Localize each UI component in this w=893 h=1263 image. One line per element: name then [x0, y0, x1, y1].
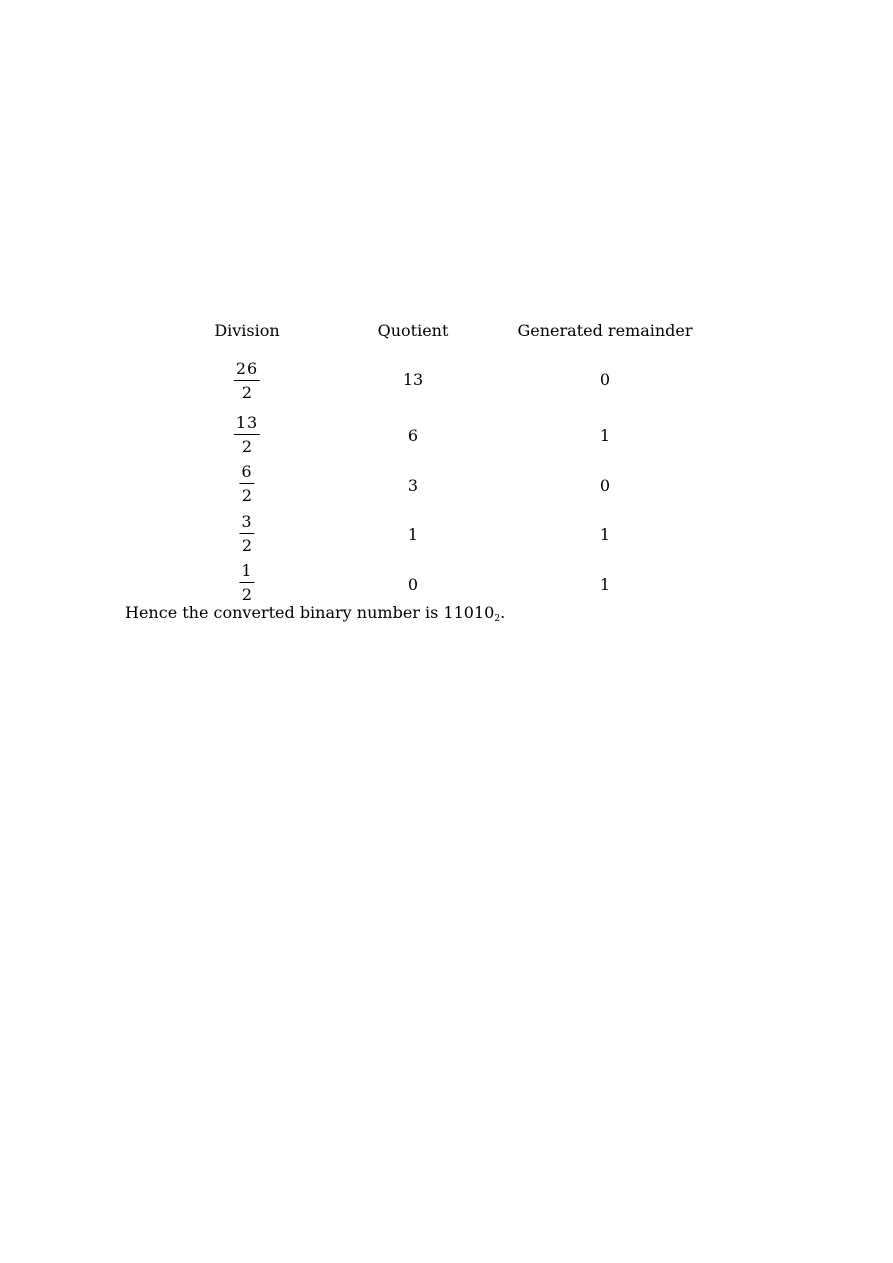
conclusion-sentence [125, 603, 505, 629]
fraction-denominator: 2 [241, 486, 253, 505]
fraction-numerator: 1 [239, 562, 254, 583]
conclusion-period: . [500, 603, 506, 622]
header-quotient: Quotient [377, 321, 449, 340]
header-remainder: Generated remainder [517, 321, 693, 340]
division-fraction [239, 562, 254, 604]
remainder-cell: 1 [599, 426, 611, 445]
fraction-numerator: 6 [239, 463, 254, 484]
fraction-denominator: 2 [241, 536, 253, 555]
division-fraction [239, 513, 254, 555]
fraction-denominator: 2 [241, 383, 253, 402]
division-fraction [234, 414, 260, 456]
quotient-cell: 13 [402, 370, 424, 389]
quotient-cell: 1 [407, 525, 419, 544]
quotient-cell: 0 [407, 575, 419, 594]
quotient-cell: 3 [407, 476, 419, 495]
division-fraction [239, 463, 254, 505]
quotient-cell: 6 [407, 426, 419, 445]
remainder-cell: 1 [599, 575, 611, 594]
remainder-cell: 0 [599, 370, 611, 389]
remainder-cell: 1 [599, 525, 611, 544]
fraction-numerator: 3 [239, 513, 254, 534]
fraction-numerator: 13 [234, 414, 260, 435]
base-subscript: 2 [494, 614, 501, 624]
fraction-denominator: 2 [241, 585, 253, 604]
remainder-cell: 0 [599, 476, 611, 495]
conclusion-text: Hence the converted binary number is 11010 [125, 603, 495, 622]
header-division: Division [214, 321, 280, 340]
fraction-numerator: 26 [234, 360, 260, 381]
fraction-denominator: 2 [241, 437, 253, 456]
division-fraction [234, 360, 260, 402]
